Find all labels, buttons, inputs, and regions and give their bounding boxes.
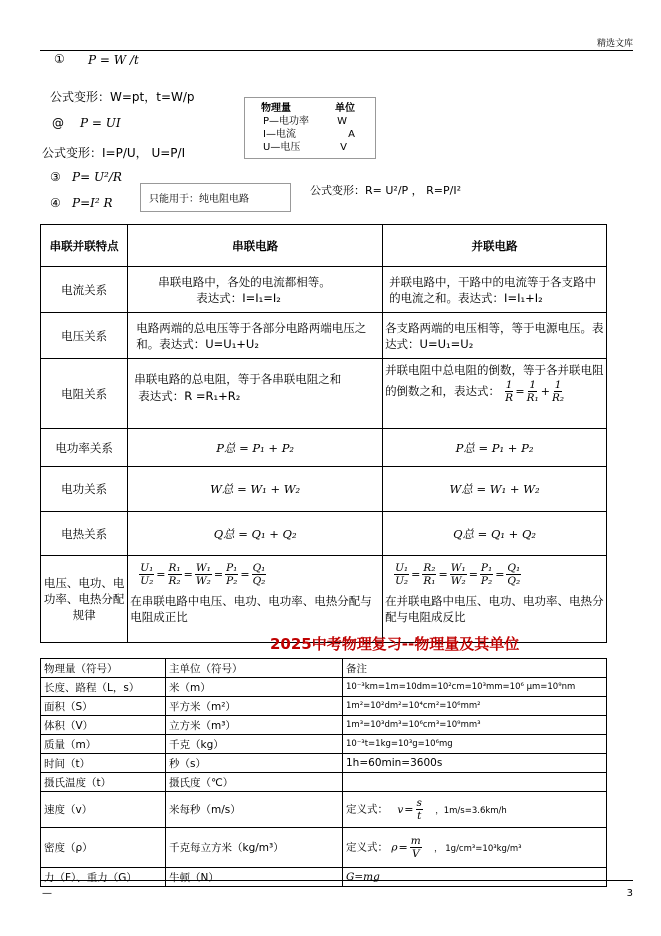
quantity-cell: 速度（v） <box>41 792 166 828</box>
series-expression: 表达式：R =R₁+R₂ <box>138 389 241 403</box>
formula-4-marker: ④ <box>50 196 61 210</box>
header-feature: 串联并联特点 <box>41 225 128 267</box>
header-parallel: 并联电路 <box>383 225 607 267</box>
formula-1: P = W /t <box>88 53 139 67</box>
unit-cell: 摄氏度（℃） <box>166 773 343 792</box>
header-rule <box>40 50 633 51</box>
series-cell <box>128 556 383 643</box>
velocity-formula: $\frac{s}{t}$ <box>416 797 422 822</box>
quantity-cell: 体积（V） <box>41 716 166 735</box>
note-cell: 定义式： v= $\frac{s}{t}$ ，1m/s=3.6km/h <box>343 792 607 828</box>
reciprocal-total: $\frac{1}{R}$ <box>505 379 514 404</box>
parallel-text: 在并联电路中电压、电功、电功率、电热分配与电阻成反比 <box>385 594 604 624</box>
definition-label: 定义式： <box>346 841 388 854</box>
pure-resistance-note: 只能用于：纯电阻电路 <box>140 183 291 212</box>
formula-1-marker: ① <box>54 52 65 66</box>
note-cell: 10⁻³km=1m=10dm=10²cm=10³mm=10⁶ μm=10⁹nm <box>343 678 607 697</box>
note-cell <box>343 773 607 792</box>
parallel-cell <box>383 556 607 643</box>
table-row <box>41 792 607 828</box>
formula-3-marker: ③ <box>50 170 61 184</box>
units-table <box>40 658 607 887</box>
series-cell: Q总 = Q₁ + Q₂ <box>128 512 383 556</box>
footer-rule <box>40 880 633 881</box>
series-text: 串联电路的总电阻，等于各串联电阻之和 <box>134 372 342 386</box>
note-cell: 1h=60min=3600s <box>343 754 607 773</box>
table-row <box>41 313 607 359</box>
table-row <box>41 429 607 467</box>
quantity-cell: 力（F）、重力（G） <box>41 868 166 887</box>
parallel-cell: Q总 = Q₁ + Q₂ <box>383 512 607 556</box>
note-cell: 10⁻³t=1kg=10³g=10⁶mg <box>343 735 607 754</box>
table-row <box>41 716 607 735</box>
formula-1-variant: 公式变形：W=pt，t=W/p <box>50 90 195 104</box>
series-parallel-table <box>40 224 607 643</box>
unit-legend-col2: 单位 <box>335 103 355 114</box>
series-text: 在串联电路中电压、电功、电功率、电热分配与电阻成正比 <box>130 594 372 624</box>
table-row <box>41 828 607 868</box>
definition-label: 定义式： <box>346 803 388 816</box>
series-cell: P总 = P₁ + P₂ <box>128 429 383 467</box>
unit-legend-row <box>255 128 365 141</box>
density-formula: $\frac{m}{V}$ <box>410 835 421 860</box>
table-row <box>41 754 607 773</box>
header-unit: 主单位（符号） <box>166 659 343 678</box>
parallel-cell: 各支路两端的电压相等，等于电源电压。表达式：U=U₁=U₂ <box>383 313 607 359</box>
parallel-text: 并联电阻中总电阻的倒数，等于各并联电阻的倒数之和，表达式： <box>385 363 604 398</box>
parallel-ratio-formula: $\frac{\text{U₁}}{\text{U₂}}$ = $\frac{\text{R₂}}{\text{R₁}}$ = $\frac{\text{W₁}}{\text{W₂}}$ = $\frac{\text{P₁}}{\text{P₂}}$ = $\frac{\text{Q₁}}{\text{Q₂}}$ <box>395 562 521 587</box>
formula-4: P=I² R <box>72 196 113 210</box>
series-cell <box>128 359 383 429</box>
table-header-row <box>41 659 607 678</box>
row-label: 电阻关系 <box>41 359 128 429</box>
unit-cell: 千克每立方米（kg/m³） <box>166 828 343 868</box>
row-label: 电压关系 <box>41 313 128 359</box>
note-cell: 1m²=10²dm²=10⁴cm²=10⁶mm² <box>343 697 607 716</box>
quantity-cell: 质量（m） <box>41 735 166 754</box>
unit-legend-unit: W <box>337 116 347 127</box>
unit-legend-quantity: I—电流 <box>263 129 296 140</box>
velocity-conversion: ，1m/s=3.6km/h <box>435 805 507 816</box>
parallel-cell: P总 = P₁ + P₂ <box>383 429 607 467</box>
row-label: 电热关系 <box>41 512 128 556</box>
quantity-cell: 长度、路程（L，s） <box>41 678 166 697</box>
unit-legend-unit: A <box>348 129 355 140</box>
footer-left-mark: — <box>42 888 52 899</box>
formula-2: P = UI <box>80 116 121 130</box>
note-cell: G=mg <box>343 868 607 887</box>
unit-legend-col1: 物理量 <box>261 103 291 114</box>
parallel-cell: W总 = W₁ + W₂ <box>383 467 607 512</box>
table-row <box>41 678 607 697</box>
formula-34-variant: 公式变形：R= U²/P ， R=P/I² <box>310 184 462 197</box>
unit-legend-row <box>255 141 365 154</box>
row-label: 电压、电功、电功率、电热分配规律 <box>41 556 128 643</box>
row-label: 电功关系 <box>41 467 128 512</box>
row-label: 电功率关系 <box>41 429 128 467</box>
table-row <box>41 868 607 887</box>
table-header-row <box>41 225 607 267</box>
unit-cell: 牛顿（N） <box>166 868 343 887</box>
table-row <box>41 467 607 512</box>
unit-legend-quantity: U—电压 <box>263 142 301 153</box>
unit-legend-box <box>244 97 376 159</box>
series-text: 串联电路中，各处的电流都相等。 <box>158 274 331 289</box>
unit-cell: 秒（s） <box>166 754 343 773</box>
unit-legend-quantity: P—电功率 <box>263 116 310 127</box>
header-note: 备注 <box>343 659 607 678</box>
table-row <box>41 359 607 429</box>
unit-cell: 立方米（m³） <box>166 716 343 735</box>
note-cell: 1m³=10³dm³=10⁶cm³=10⁹mm³ <box>343 716 607 735</box>
quantity-cell: 时间（t） <box>41 754 166 773</box>
series-ratio-formula: $\frac{\text{U₁}}{\text{U₂}}$ = $\frac{\text{R₁}}{\text{R₂}}$ = $\frac{\text{W₁}}{\text{W₂}}$ = $\frac{\text{P₁}}{\text{P₂}}$ = $\frac{\text{Q₁}}{\text{Q₂}}$ <box>140 562 266 587</box>
header-doc-label: 精选文库 <box>596 39 633 49</box>
parallel-cell: 并联电路中，干路中的电流等于各支路中的电流之和。表达式：I=I₁+I₂ <box>383 267 607 313</box>
header-series: 串联电路 <box>128 225 383 267</box>
table-row <box>41 697 607 716</box>
page-number: 3 <box>626 888 633 899</box>
formula-2-variant: 公式变形：I=P/U， U=P/I <box>42 146 186 160</box>
density-conversion: ， 1g/cm³=10³kg/m³ <box>434 843 522 854</box>
note-cell: 定义式： ρ= $\frac{m}{V}$ ， 1g/cm³=10³kg/m³ <box>343 828 607 868</box>
series-cell: W总 = W₁ + W₂ <box>128 467 383 512</box>
reciprocal-r1: $\frac{1}{\text{R₁}}$ <box>526 379 539 404</box>
quantity-cell: 摄氏温度（t） <box>41 773 166 792</box>
table-row <box>41 556 607 643</box>
parallel-cell: 并联电阻中总电阻的倒数，等于各并联电阻的倒数之和，表达式： $\frac{1}{R}$ = $\frac{1}{\text{R₁}}$ + $\frac{1}{\text{R₂}}$ <box>383 359 607 429</box>
formula-3: P= U²/R <box>72 170 122 184</box>
section-title: 2025中考物理复习--物理量及其单位 <box>270 635 520 653</box>
unit-legend-row <box>255 115 365 128</box>
table-row <box>41 512 607 556</box>
unit-legend-unit: V <box>340 142 347 153</box>
quantity-cell: 密度（ρ） <box>41 828 166 868</box>
unit-cell: 米（m） <box>166 678 343 697</box>
table-row <box>41 735 607 754</box>
header-quantity: 物理量（符号） <box>41 659 166 678</box>
unit-cell: 平方米（m²） <box>166 697 343 716</box>
formula-2-marker: @ <box>52 116 64 130</box>
series-expression: 表达式：I=I₁=I₂ <box>196 290 281 305</box>
unit-cell: 米每秒（m/s） <box>166 792 343 828</box>
row-label: 电流关系 <box>41 267 128 313</box>
table-row <box>41 773 607 792</box>
table-row <box>41 267 607 313</box>
series-cell <box>128 267 383 313</box>
reciprocal-r2: $\frac{1}{\text{R₂}}$ <box>551 379 565 404</box>
unit-cell: 千克（kg） <box>166 735 343 754</box>
quantity-cell: 面积（S） <box>41 697 166 716</box>
series-cell: 电路两端的总电压等于各部分电路两端电压之和。表达式：U=U₁+U₂ <box>128 313 383 359</box>
